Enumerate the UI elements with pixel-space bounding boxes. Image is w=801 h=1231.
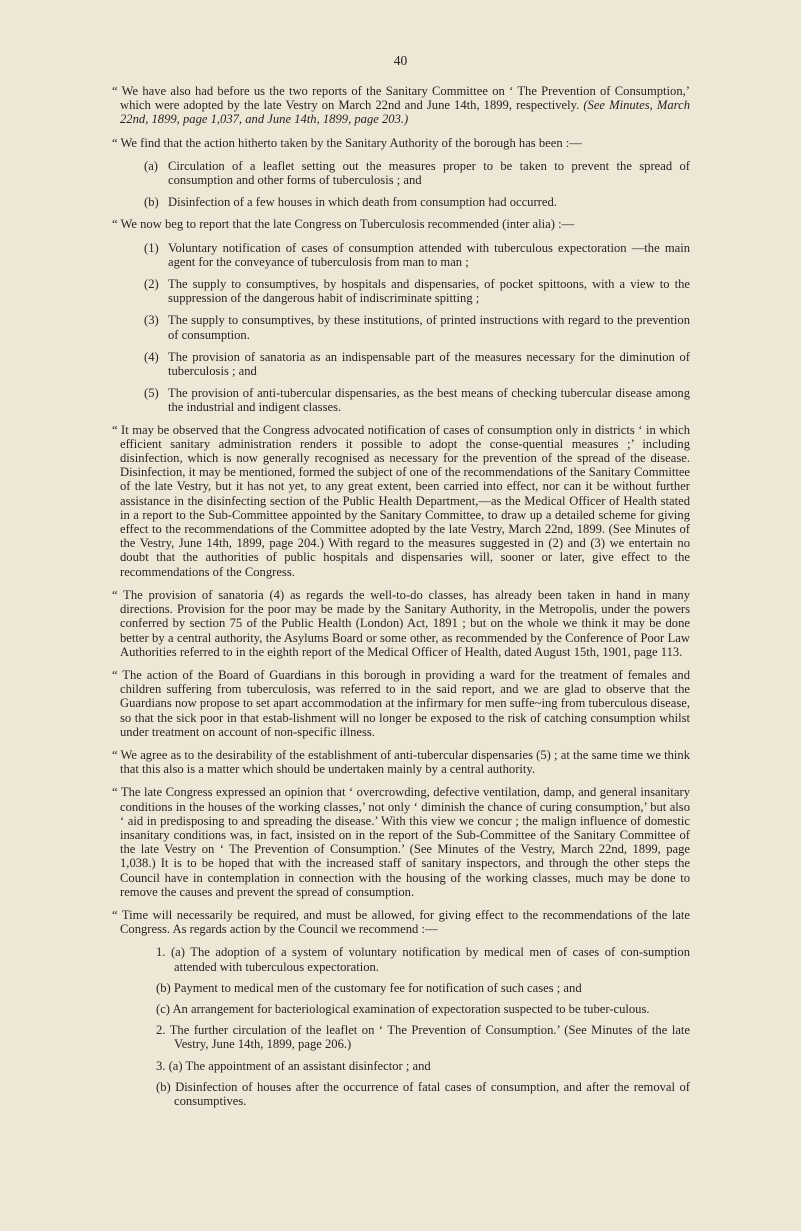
recommendation-item [156, 1002, 690, 1016]
recommendation-item [156, 1080, 690, 1108]
list-item-label: (b) [144, 195, 159, 210]
recommendation-label: 2. [156, 1023, 166, 1038]
paragraph-notification: “ It may be observed that the Congress advocated notification of cases of consumption only in districts ‘ in which efficient sanitary administration renders it possible to adopt the conse-quential measures ;’ including disinfection, which is now generally recognised as necessary for the prevention of the spread of the disease. Disinfection, it may be mentioned, formed the subject of one of the recommendations of the Sanitary Committee of the late Vestry, but it has not yet, to any great extent, been carried into effect, nor can it be without further assistance in the disinfecting section of the Public Health Department,—as the Medical Officer of Health stated in a report to the Sub-Committee appointed by the Sanitary Committee, to draw up a detailed scheme for giving effect to the recommendations of the Committee adopted by the late Vestry, March 22nd, 1899. (See Minutes of the Vestry, June 14th, 1899, page 204.) With regard to the measures suggested in (2) and (3) we entertain no doubt that the authorities of public hospitals and dispensaries will, sooner or later, give effect to the recommendations of the Congress. [112, 422, 690, 579]
paragraph-recommend: “ Time will necessarily be required, and must be allowed, for giving effect to the recommendations of the late Congress. As regards action by the Council we recommend :— [112, 907, 690, 937]
recommendation-item [156, 1059, 690, 1073]
list-item-text: The supply to consumptives, by these institutions, of printed instructions with regard to the prevention of consumption. [168, 313, 690, 342]
paragraph-housing: “ The late Congress expressed an opinion that ‘ overcrowding, defective ventilation, damp, and general insanitary conditions in the houses of the working classes,’ not only ‘ diminish the chance of curing consumption,’ but also ‘ aid in predisposing to and spreading the disease.’ With this view we concur ; the malign influence of domestic insanitary conditions was, in fact, insisted on in the report of the Sub-Committee of the Sanitary Committee of the late Vestry on ‘ The Prevention of Consumption.’ (See Minutes of the Vestry, March 22nd, 1899, page 1,038.) It is to be hoped that with the increased staff of sanitary inspectors, and through the other steps the Council have in contemplation in connection with the housing of the working classes, much may be done to remove the causes and prevent the spread of consumption. [112, 785, 690, 899]
paragraph-reports-text: “ We have also had before us the two reports of the Sanitary Committee on ‘ The Prevention of Consumption,’ which were adopted by the late Vestry on March 22nd and June 14th, 1899, respectively. [112, 84, 690, 113]
recommendation-label: 1. (a) [156, 945, 185, 960]
list-item [144, 350, 690, 378]
recommendation-item [156, 945, 690, 973]
list-item-label: (1) [144, 240, 159, 255]
list-item-text: Circulation of a leaflet setting out the measures proper to be taken to prevent the spread of consumption and other forms of tuberculosis ; and [168, 158, 690, 188]
paragraph-congress: “ We now beg to report that the late Congress on Tuberculosis recommended (inter alia) :— [112, 217, 575, 232]
list-item-text: Voluntary notification of cases of consumption attended with tuberculous expectoration —the main agent for the conveyance of tuberculosis from man to man ; [168, 240, 690, 269]
recommendation-item [156, 981, 690, 995]
paragraph-dispensaries: “ We agree as to the desirability of the establishment of anti-tubercular dispensaries (5) ; at the same time we think that this also is a matter which should be undertaken mainly by a central authority. [112, 747, 690, 777]
document-body [112, 84, 690, 1115]
list-item-label: (a) [144, 158, 158, 173]
list-item-label: (4) [144, 349, 159, 364]
list-item [144, 313, 690, 341]
paragraph-sanatoria: “ The provision of sanatoria (4) as regards the well-to-do classes, has already been taken in hand in many directions. Provision for the poor may be made by the Sanitary Authority, in the Metropolis, under the powers conferred by section 75 of the Public Health (London) Act, 1891 ; but on the whole we think it may be done better by a central authority, the Asylums Board or some other, as recommended by the Conference of Poor Law Authorities referred to in the eighth report of the Medical Officer of Health, dated August 15th, 1901, page 113. [112, 587, 690, 659]
list-item [144, 195, 690, 209]
recommendation-text: Payment to medical men of the customary fee for notification of such cases ; and [173, 980, 582, 995]
page-number: 40 [393, 53, 408, 68]
minutes-reference: (See Minutes, March 22nd, 1899, page 1,037, and June 14th, 1899, page 203.) [120, 98, 690, 127]
recommendation-text: The further circulation of the leaflet on ‘ The Prevention of Consumption.’ (See Minutes of the late Vestry, June 14th, 1899, page 206.) [169, 1023, 691, 1052]
paragraph-guardians: “ The action of the Board of Guardians in this borough in providing a ward for the treatment of females and children suffering from tuberculosis, was referred to in the said report, and we are glad to observe that the Guardians now propose to set apart accommodation at the infirmary for men suffe~ing from tuberculous disease, so that the sick poor in that estab-lishment will no longer be exposed to the risk of catching consumption whilst under treatment on account of non-specific illness. [112, 667, 690, 739]
list-item-text: The provision of anti-tubercular dispensaries, as the best means of checking tubercular disease among the industrial and indigent classes. [168, 386, 690, 415]
list-item [144, 159, 690, 187]
recommendation-text: The adoption of a system of voluntary notification by medical men of cases of con-sumption attended with tuberculous expectoration. [174, 945, 690, 974]
list-item-text: The supply to consumptives, by hospitals and dispensaries, of pocket spittoons, with a view to the suppression of the dangerous habit of indiscriminate spitting ; [168, 277, 690, 306]
recommendation-label: (c) [156, 1001, 170, 1016]
list-item-label: (2) [144, 277, 159, 292]
recommendation-text: An arrangement for bacteriological examination of expectoration suspected to be tuber-culous. [172, 1001, 650, 1016]
recommendation-label: (b) [156, 980, 171, 995]
recommendation-text: The appointment of an assistant disinfector ; and [185, 1058, 431, 1073]
list-item [144, 241, 690, 269]
list-item [144, 386, 690, 414]
recommendation-label: 3. (a) [156, 1058, 183, 1073]
paragraph-action-taken: “ We find that the action hitherto taken by the Sanitary Authority of the borough has been :— [112, 135, 582, 150]
recommendation-text: Disinfection of houses after the occurrence of fatal cases of consumption, and after the removal of consumptives. [174, 1079, 690, 1108]
list-item [144, 277, 690, 305]
recommendation-item [156, 1023, 690, 1051]
list-item-label: (5) [144, 386, 159, 401]
list-item-text: The provision of sanatoria as an indispensable part of the measures necessary for the diminution of tuberculosis ; and [168, 349, 690, 379]
paragraph-reports [112, 84, 690, 127]
list-item-label: (3) [144, 313, 159, 328]
list-item-text: Disinfection of a few houses in which death from consumption had occurred. [168, 195, 557, 210]
recommendation-label: (b) [156, 1079, 171, 1094]
